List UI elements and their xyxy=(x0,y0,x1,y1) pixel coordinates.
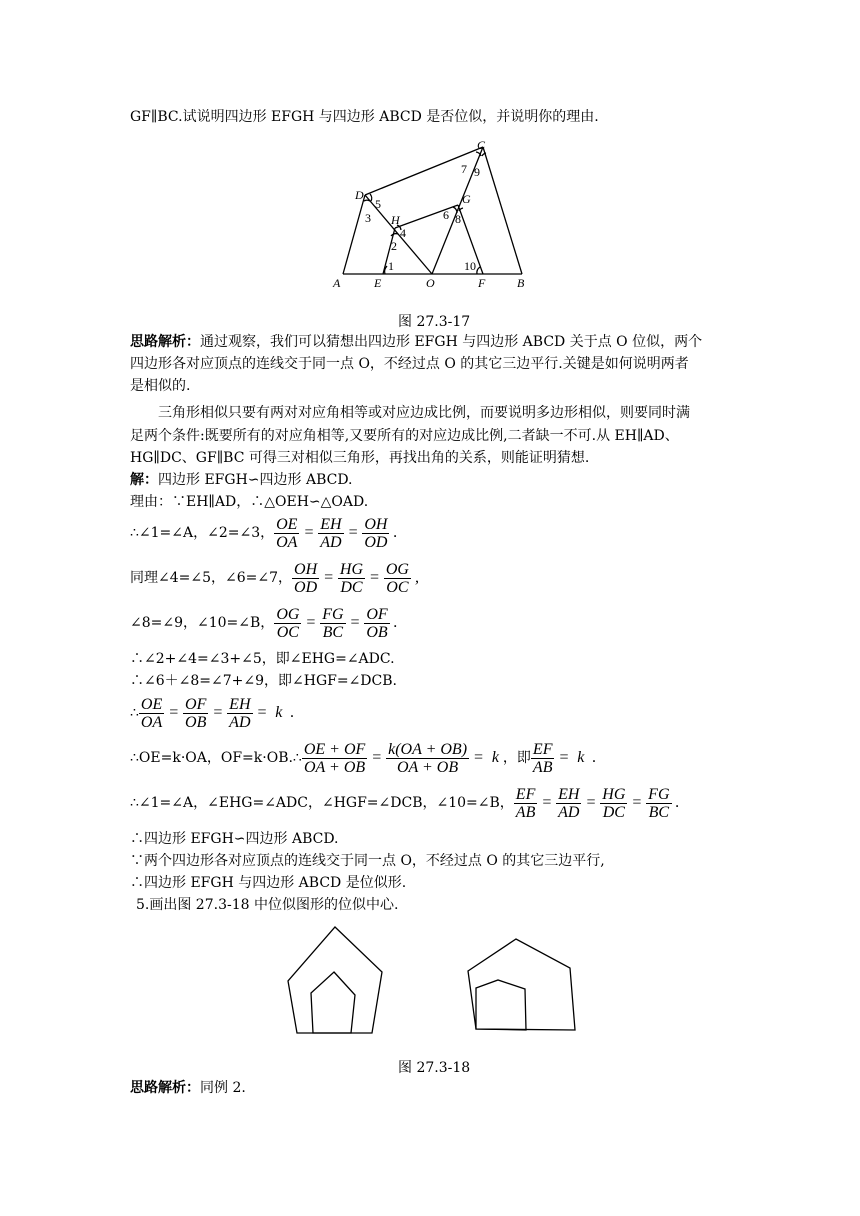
solution-line-7: ∴∠6＋∠8=∠7+∠9，即∠HGF=∠DCB. xyxy=(130,673,397,689)
analysis-line-4: 三角形相似只要有两对对应角相等或对应边成比例，而要说明多边形相似，则要同时满 xyxy=(158,405,690,421)
solution-line-9: ∴OE=k·OA，OF=k·OB.∴ $\frac{OE + OF}{OA + OB}$ = $\frac{k(OA + OB)}{OA + OB}$ = k ，即 $\frac{EF}{AB}$ = k . xyxy=(130,740,597,776)
angle-6: 6 xyxy=(443,208,449,222)
angle-1: 1 xyxy=(388,259,394,273)
angle-2: 2 xyxy=(391,239,397,253)
point-A: A xyxy=(333,276,341,290)
angle-3: 3 xyxy=(365,211,371,225)
problem-text: GF∥BC.试说明四边形 EFGH 与四边形 ABCD 是否位似，并说明你的理由. xyxy=(130,109,599,125)
angle-4: 4 xyxy=(400,226,406,240)
solution-line-12: ∵两个四边形各对应顶点的连线交于同一点 O，不经过点 O 的其它三边平行, xyxy=(130,853,605,869)
problem-5-text: 5.画出图 27.3-18 中位似图形的位似中心. xyxy=(136,897,399,913)
solution-line-1: 解：四边形 EFGH∽四边形 ABCD. xyxy=(130,472,353,488)
point-F: F xyxy=(478,276,486,290)
point-C: C xyxy=(477,138,486,152)
figure-caption-1: 图 27.3-17 xyxy=(398,314,471,330)
angle-7-8-8: 8 xyxy=(455,212,461,226)
analysis-line-3: 是相似的. xyxy=(130,378,191,394)
analysis-line-5: 足两个条件:既要所有的对应角相等,又要所有的对应边成比例,二者缺一不可.从 EH∥AD、 xyxy=(130,428,679,444)
analysis-label: 思路解析： xyxy=(130,334,200,350)
angle-5: 5 xyxy=(375,197,381,211)
solution-line-5: ∠8=∠9，∠10=∠B， $\frac{OG}{OC}$ = $\frac{FG}{BC}$ = $\frac{OF}{OB}$ . xyxy=(130,605,398,641)
solution-line-3: ∴∠1=∠A，∠2=∠3， $\frac{OE}{OA}$ = $\frac{EH}{AD}$ = $\frac{OH}{OD}$ . xyxy=(130,515,398,551)
point-B: B xyxy=(517,276,525,290)
analysis-line-6: HG∥DC、GF∥BC 可得三对相似三角形，再找出角的关系，则能证明猜想. xyxy=(130,450,590,466)
figure-27-3-17 xyxy=(325,135,535,295)
point-D: D xyxy=(355,188,364,202)
analysis-line-2: 四边形各对应顶点的连线交于同一点 O，不经过点 O 的其它三边平行.关键是如何说明两者 xyxy=(130,356,689,372)
solution-line-4: 同理∠4=∠5，∠6=∠7， $\frac{OH}{OD}$ = $\frac{HG}{DC}$ = $\frac{OG}{OC}$ , xyxy=(130,560,419,596)
point-H: H xyxy=(391,213,400,227)
figure-caption-2: 图 27.3-18 xyxy=(398,1060,471,1076)
point-G: G xyxy=(462,192,471,206)
angle-10: 10 xyxy=(464,259,476,273)
figure-27-3-18 xyxy=(280,920,590,1050)
point-O: O xyxy=(426,276,435,290)
solution-line-10: ∴∠1=∠A，∠EHG=∠ADC，∠HGF=∠DCB，∠10=∠B， $\frac{EF}{AB}$ = $\frac{EH}{AD}$ = $\frac{HG}{DC}$ = $\frac{FG}{BC}$ . xyxy=(130,785,680,821)
solution-line-11: ∴四边形 EFGH∽四边形 ABCD. xyxy=(130,831,339,847)
solution-line-2: 理由：∵EH∥AD，∴△OEH∽△OAD. xyxy=(130,494,369,510)
analysis-line-1: 思路解析：通过观察，我们可以猜想出四边形 EFGH 与四边形 ABCD 关于点 O 位似，两个 xyxy=(130,334,703,350)
analysis-2: 思路解析：同例 2. xyxy=(130,1080,246,1096)
solution-line-8: ∴ $\frac{OE}{OA}$ = $\frac{OF}{OB}$ = $\frac{EH}{AD}$ = k . xyxy=(130,695,295,731)
solution-label: 解： xyxy=(130,472,158,488)
analysis-2-label: 思路解析： xyxy=(130,1080,200,1096)
solution-line-6: ∴∠2+∠4=∠3+∠5，即∠EHG=∠ADC. xyxy=(130,651,395,667)
angle-9: 9 xyxy=(474,165,480,179)
angle-7: 7 xyxy=(461,162,467,176)
point-E: E xyxy=(374,276,382,290)
solution-line-13: ∴四边形 EFGH 与四边形 ABCD 是位似形. xyxy=(130,875,407,891)
